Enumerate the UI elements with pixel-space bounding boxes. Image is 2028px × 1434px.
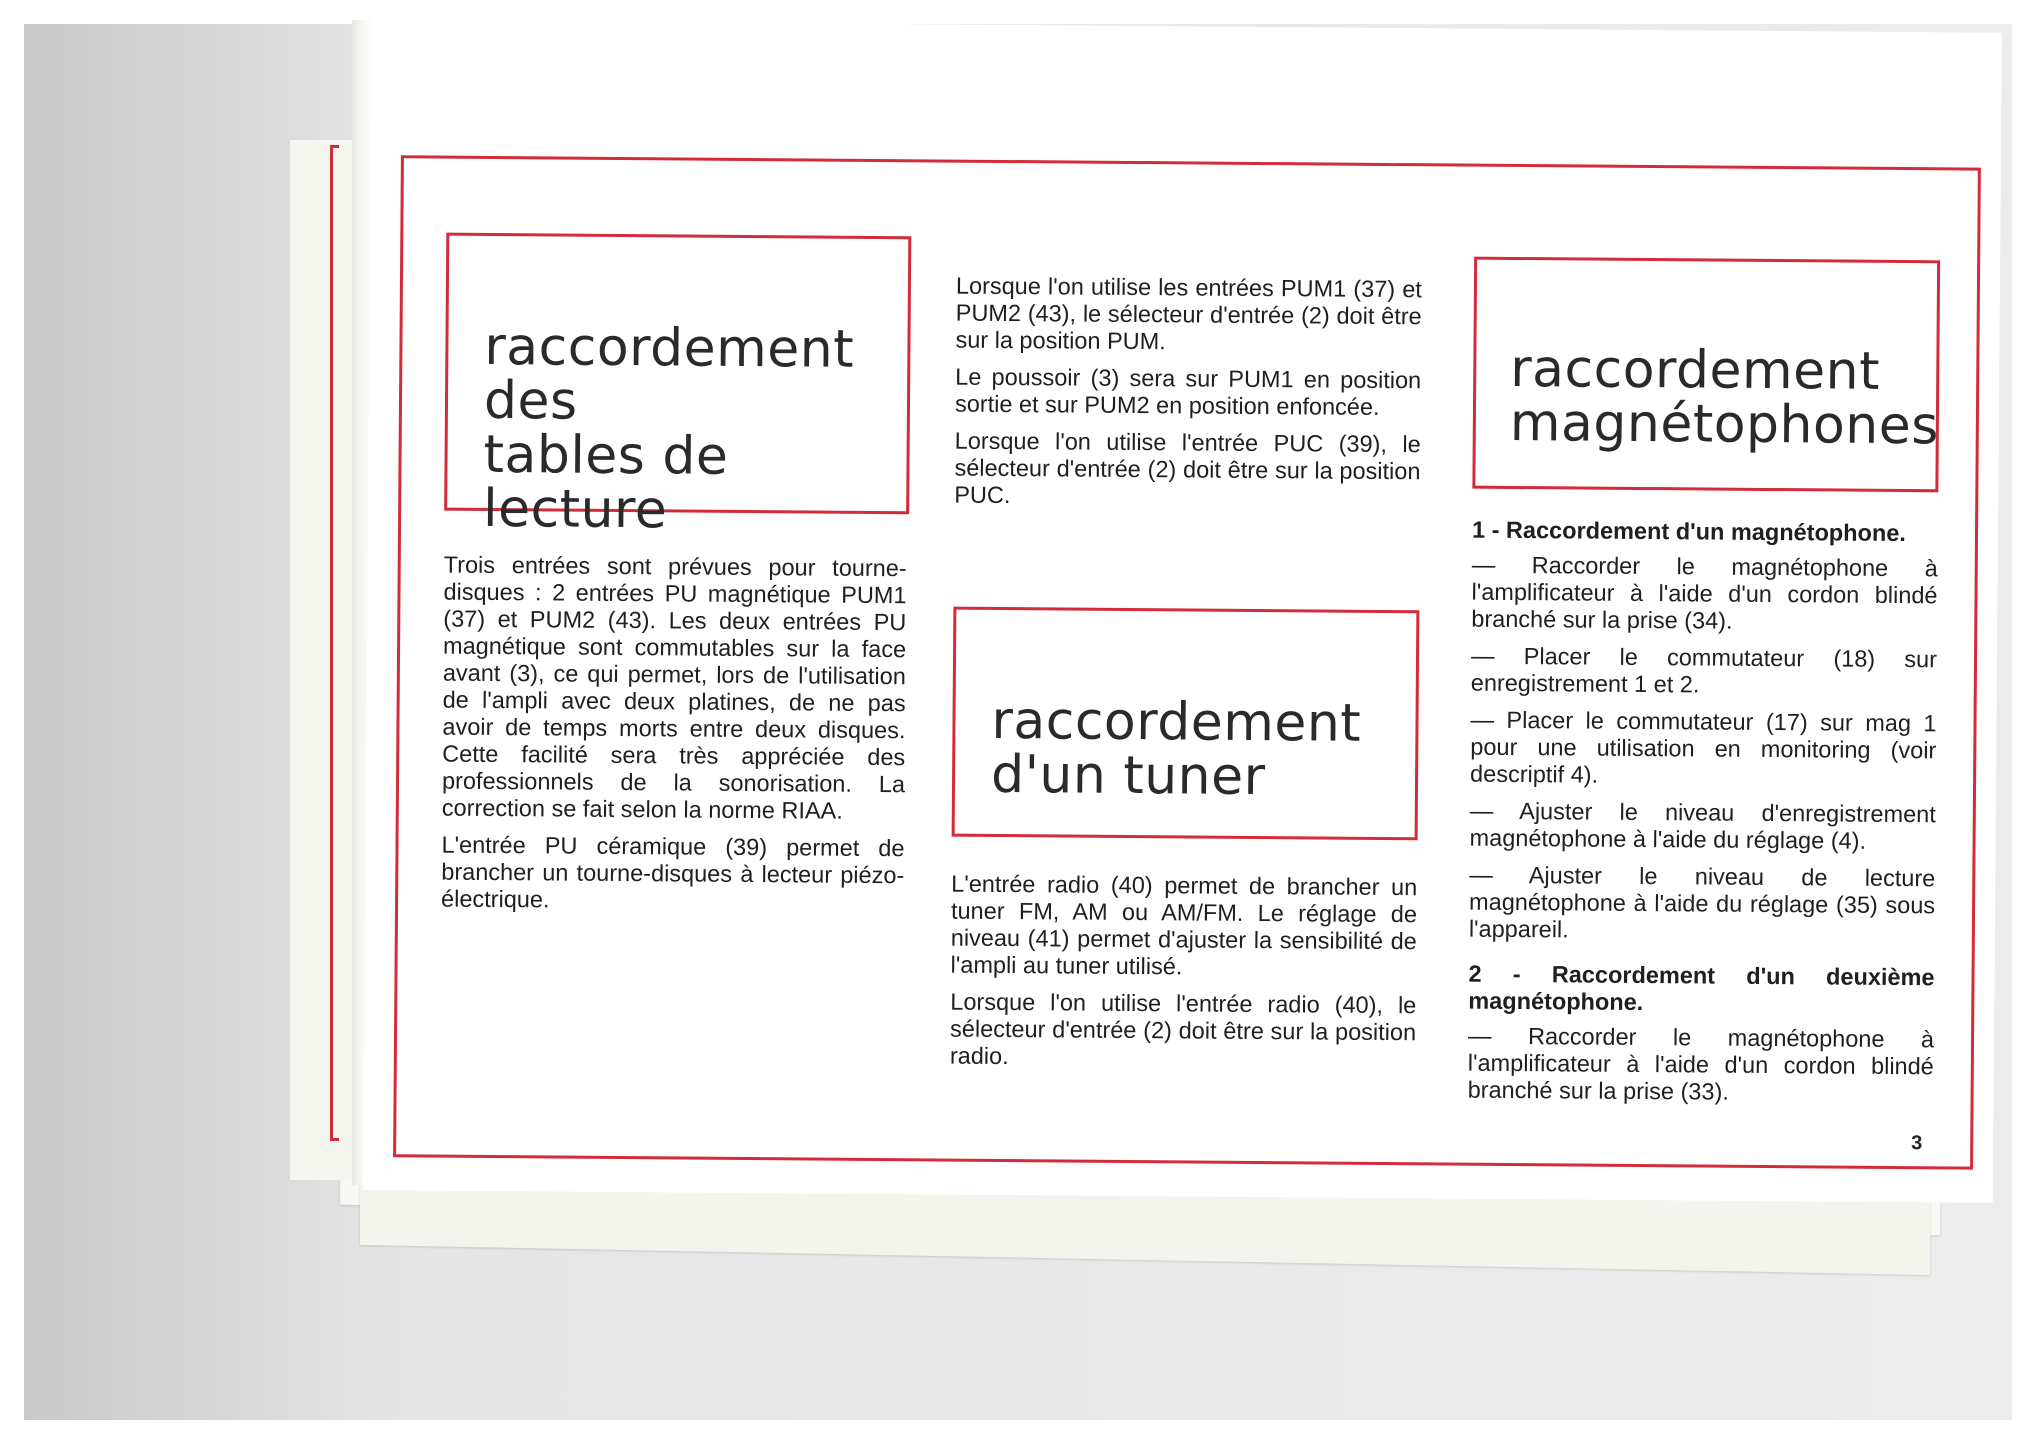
paragraph: Trois entrées sont prévues pour tourne-disques : 2 entrées PU magnétique PUM1 (37) et PUM2 (43). Les deux entrées PU magnétique sont commutables sur la face avant (3), ce qui permet, lors de l'utilisation de l'ampli avec deux platines, de ne pas avoir de temps morts entre deux disques. Cette facilité sera très appréciée des professionnels de la sonorisation. La correction se fait selon la norme RIAA.	[441, 551, 907, 824]
title-box-tables-de-lecture	[444, 233, 911, 541]
paragraph: L'entrée PU céramique (39) permet de brancher un tourne-disques à lecteur piézo-électrique.	[440, 831, 905, 913]
page-number: 3	[1911, 1132, 1923, 1155]
paragraph: Lorsque l'on utilise l'entrée radio (40), le sélecteur d'entrée (2) doit être sur la position radio.	[949, 988, 1417, 1070]
list-item: — Placer le commutateur (17) sur mag 1 pour une utilisation en monitoring (voir descriptif 4).	[1470, 706, 1937, 788]
manual-page	[363, 20, 2002, 1203]
title-line: raccordement	[484, 316, 855, 380]
paragraph: L'entrée radio (40) permet de brancher un tuner FM, AM ou AM/FM. Le réglage de niveau (41) permet d'ajuster la sensibilité de l'ampli au tuner utilisé.	[950, 870, 1418, 980]
section2-body	[950, 871, 1418, 1084]
list-item: — Raccorder le magnétophone à l'amplificateur à l'aide d'un cordon blindé branché sur la prise (34).	[1471, 551, 1938, 634]
title-line: des	[483, 370, 578, 432]
list-item: — Raccorder le magnétophone à l'amplificateur à l'aide d'un cordon blindé branché sur la prise (33).	[1467, 1022, 1935, 1105]
paragraph: Le poussoir (3) sera sur PUM1 en position sortie et sur PUM2 en position enfoncée.	[954, 363, 1422, 420]
left-page-frame-edge	[330, 145, 339, 1141]
subsection-heading: 1 - Raccordement d'un magnétophone.	[1471, 516, 1906, 547]
list-item: — Placer le commutateur (18) sur enregistrement 1 et 2.	[1470, 642, 1938, 698]
section3-body	[1467, 517, 1938, 1118]
title-line: raccordement	[1510, 338, 1881, 402]
section1-continued-body	[954, 273, 1422, 523]
paragraph: Lorsque l'on utilise les entrées PUM1 (37) et PUM2 (43), le sélecteur d'entrée (2) doit être sur la position PUM.	[955, 272, 1423, 355]
title-line: d'un tuner	[990, 744, 1266, 808]
title-line: raccordement	[991, 690, 1362, 754]
title-box-tuner	[952, 607, 1420, 841]
section1-body	[441, 552, 907, 927]
title-line: tables de lecture	[482, 424, 729, 541]
title-line: magnétophones	[1509, 392, 1940, 457]
paragraph: Lorsque l'on utilise l'entrée PUC (39), le sélecteur d'entrée (2) doit être sur la position PUC.	[954, 427, 1421, 509]
title-box-magnetophones	[1472, 257, 1940, 493]
list-item: — Ajuster le niveau de lecture magnétophone à l'aide du réglage (35) sous l'appareil.	[1468, 861, 1936, 943]
list-item: — Ajuster le niveau d'enregistrement magnétophone à l'aide du réglage (4).	[1469, 797, 1936, 854]
subsection-heading: 2 - Raccordement d'un deuxième magnétophone.	[1468, 960, 1935, 1016]
